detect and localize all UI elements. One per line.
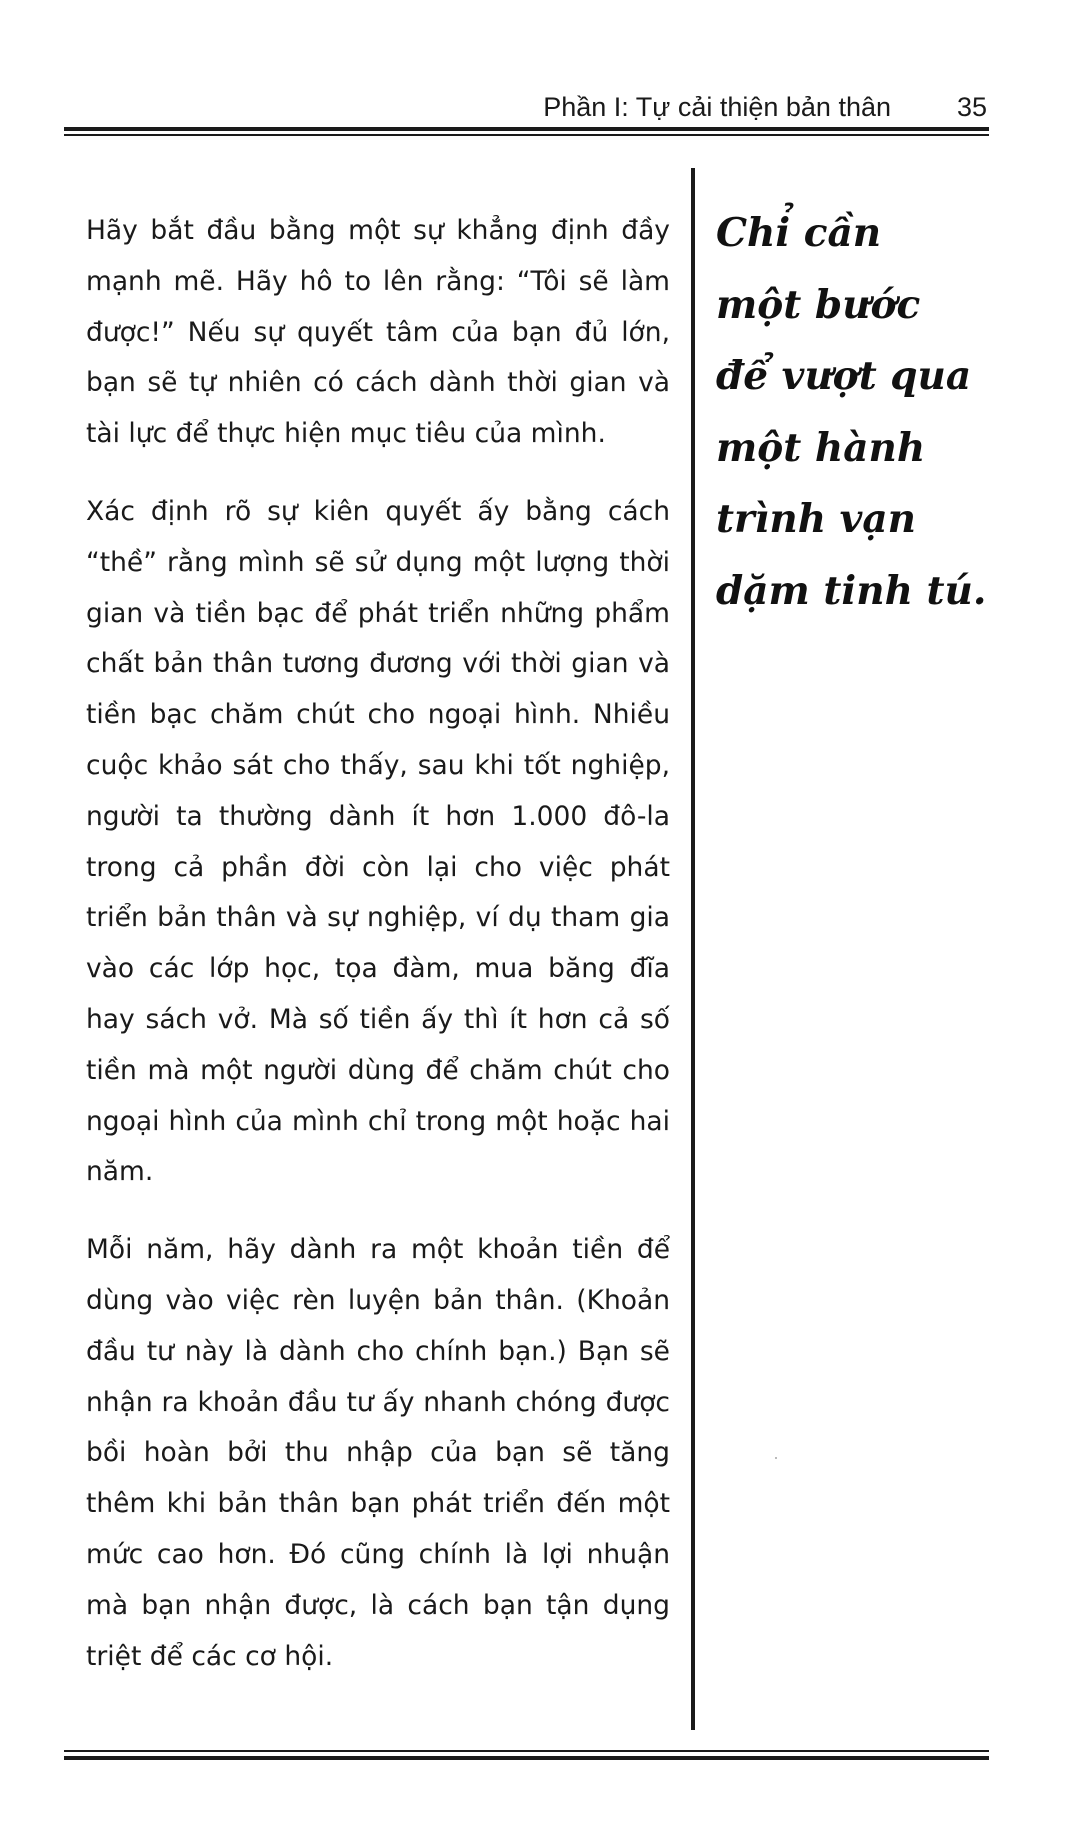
paragraph-1: Hãy bắt đầu bằng một sự khẳng định đầy mạnh mẽ. Hãy hô to lên rằng: “Tôi sẽ làm được!” Nếu sự quyết tâm của bạn đủ lớn, bạn sẽ tự nhiên có cách dành thời gian và tài lực để thực hiện mục tiêu của mình. (86, 215, 670, 450)
column-divider (691, 168, 695, 1730)
pull-quote-line: Chỉ cần (716, 210, 882, 256)
running-head (64, 86, 989, 126)
pull-quote-line: một hành (716, 424, 926, 471)
pull-quote-line: dặm tinh tú. (716, 567, 987, 614)
pull-quote (716, 198, 986, 627)
chapter-title: Phần I: Tự cải thiện bản thân (543, 92, 891, 122)
pull-quote-line: trình vạn (716, 496, 916, 542)
header-rule-thin (64, 134, 989, 136)
pull-quote-line: để vượt qua (716, 353, 972, 399)
paragraph-2: Xác định rõ sự kiên quyết ấy bằng cách “thề” rằng mình sẽ sử dụng một lượng thời gian và tiền bạc để phát triển những phẩm chất bản thân tương đương với thời gian và tiền bạc chăm chút cho ngoại hình. Nhiều cuộc khảo sát cho thấy, sau khi tốt nghiệp, người ta thường dành ít hơn 1.000 đô-la trong cả phần đời còn lại cho việc phát triển bản thân và sự nghiệp, ví dụ tham gia vào các lớp học, tọa đàm, mua băng đĩa hay sách vở. Mà số tiền ấy thì ít hơn cả số tiền mà một người dùng để chăm chút cho ngoại hình của mình chỉ trong một hoặc hai năm. (86, 495, 670, 1188)
scan-speck (775, 1457, 777, 1459)
page-number: 35 (956, 92, 987, 122)
pull-quote-line: một bước (716, 281, 921, 328)
footer-rule-thick (64, 1756, 989, 1760)
header-rule-thick (64, 127, 989, 131)
body-text (86, 206, 670, 1709)
footer-rule-thin (64, 1750, 989, 1752)
paragraph-3: Mỗi năm, hãy dành ra một khoản tiền để dùng vào việc rèn luyện bản thân. (Khoản đầu tư này là dành cho chính bạn.) Bạn sẽ nhận ra khoản đầu tư ấy nhanh chóng được bồi hoàn bởi thu nhập của bạn sẽ tăng thêm khi bản thân bạn phát triển đến một mức cao hơn. Đó cũng chính là lợi nhuận mà bạn nhận được, là cách bạn tận dụng triệt để các cơ hội. (86, 1234, 670, 1672)
